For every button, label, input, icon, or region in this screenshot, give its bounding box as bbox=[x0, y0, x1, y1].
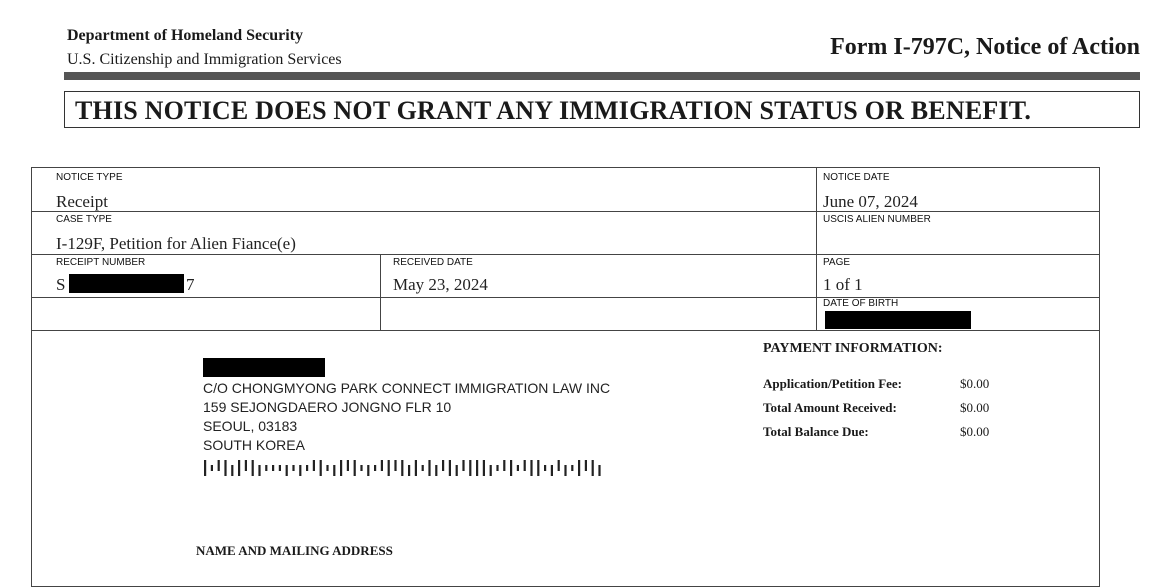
barcode-bar bbox=[252, 460, 254, 476]
barcode-bar bbox=[585, 460, 587, 471]
address-line-3: SEOUL, 03183 bbox=[203, 418, 298, 434]
receipt-number-label: RECEIPT NUMBER bbox=[56, 257, 146, 268]
barcode-bar bbox=[238, 460, 240, 476]
address-line-2: 159 SEJONGDAERO JONGNO FLR 10 bbox=[203, 399, 452, 415]
redaction-dob bbox=[825, 311, 971, 329]
barcode-bar bbox=[388, 460, 390, 476]
agency-name: Department of Homeland Security bbox=[67, 27, 303, 44]
barcode-bar bbox=[490, 465, 492, 476]
barcode-bar bbox=[360, 465, 362, 471]
address-line-4: SOUTH KOREA bbox=[203, 437, 305, 453]
barcode-bar bbox=[299, 465, 301, 476]
case-type-label: CASE TYPE bbox=[56, 214, 112, 225]
barcode-bar bbox=[530, 460, 532, 476]
column-divider bbox=[380, 254, 381, 330]
barcode-bar bbox=[537, 460, 539, 476]
barcode-bar bbox=[265, 465, 267, 471]
barcode-bar bbox=[592, 460, 594, 476]
barcode-bar bbox=[306, 465, 308, 471]
barcode-bar bbox=[598, 465, 600, 476]
notice-date-label: NOTICE DATE bbox=[823, 172, 890, 183]
barcode-bar bbox=[292, 465, 294, 471]
barcode-bar bbox=[462, 460, 464, 471]
barcode-bar bbox=[394, 460, 396, 471]
payment-heading: PAYMENT INFORMATION: bbox=[763, 341, 943, 356]
barcode-bar bbox=[231, 465, 233, 476]
barcode-bar bbox=[571, 465, 573, 471]
barcode-bar bbox=[551, 465, 553, 476]
barcode-bar bbox=[442, 460, 444, 471]
barcode-bar bbox=[456, 465, 458, 476]
payment-fee-label: Application/Petition Fee: bbox=[763, 376, 903, 391]
barcode-bar bbox=[326, 465, 328, 471]
page-value: 1 of 1 bbox=[823, 275, 863, 294]
redaction-recipient-name bbox=[203, 358, 325, 377]
barcode-bar bbox=[258, 465, 260, 476]
barcode-bar bbox=[374, 465, 376, 471]
alien-number-label: USCIS ALIEN NUMBER bbox=[823, 214, 931, 225]
postal-barcode bbox=[203, 458, 605, 478]
barcode-bar bbox=[503, 460, 505, 471]
notice-form-box bbox=[31, 167, 1100, 587]
receipt-number-suffix: 7 bbox=[186, 275, 195, 294]
barcode-bar bbox=[367, 465, 369, 476]
barcode-bar bbox=[422, 465, 424, 471]
barcode-bar bbox=[279, 465, 281, 471]
barcode-bar bbox=[524, 460, 526, 471]
barcode-bar bbox=[496, 465, 498, 471]
address-line-1: C/O CHONGMYONG PARK CONNECT IMMIGRATION LAW INC bbox=[203, 380, 611, 396]
mailing-address-heading: NAME AND MAILING ADDRESS bbox=[196, 543, 393, 558]
barcode-bar bbox=[449, 460, 451, 476]
status-banner: THIS NOTICE DOES NOT GRANT ANY IMMIGRATION STATUS OR BENEFIT. bbox=[64, 91, 1140, 128]
barcode-bar bbox=[510, 460, 512, 476]
barcode-bar bbox=[578, 460, 580, 476]
barcode-bar bbox=[245, 460, 247, 471]
notice-type-label: NOTICE TYPE bbox=[56, 172, 123, 183]
barcode-bar bbox=[469, 460, 471, 476]
page-label: PAGE bbox=[823, 257, 851, 268]
receipt-number-prefix: S bbox=[56, 275, 66, 294]
redaction-receipt-number bbox=[69, 274, 184, 293]
payment-received-value: $0.00 bbox=[960, 400, 990, 415]
barcode-bar bbox=[381, 460, 383, 471]
barcode-bar bbox=[408, 465, 410, 476]
barcode-bar bbox=[204, 460, 206, 476]
row-divider bbox=[32, 254, 1099, 255]
barcode-bar bbox=[558, 460, 560, 471]
received-date-value: May 23, 2024 bbox=[393, 275, 488, 294]
barcode-bar bbox=[211, 465, 213, 471]
row-divider bbox=[32, 330, 1099, 331]
row-divider bbox=[32, 297, 1099, 298]
form-title: Form I-797C, Notice of Action bbox=[830, 34, 1140, 60]
barcode-bar bbox=[401, 460, 403, 476]
header-divider bbox=[64, 72, 1140, 80]
barcode-bar bbox=[415, 460, 417, 476]
barcode-bar bbox=[354, 460, 356, 476]
received-date-label: RECEIVED DATE bbox=[393, 257, 473, 268]
row-divider bbox=[32, 211, 1099, 212]
barcode-bar bbox=[483, 460, 485, 476]
case-type-value: I-129F, Petition for Alien Fiance(e) bbox=[56, 234, 296, 253]
column-divider bbox=[816, 168, 817, 330]
barcode-bar bbox=[347, 460, 349, 471]
barcode-bar bbox=[435, 465, 437, 476]
notice-type-value: Receipt bbox=[56, 192, 108, 211]
barcode-bar bbox=[333, 465, 335, 476]
barcode-bar bbox=[517, 465, 519, 471]
barcode-bar bbox=[428, 460, 430, 476]
barcode-bar bbox=[286, 465, 288, 476]
dob-label: DATE OF BIRTH bbox=[823, 298, 899, 309]
barcode-bar bbox=[544, 465, 546, 471]
barcode-bar bbox=[218, 460, 220, 471]
barcode-bar bbox=[320, 460, 322, 476]
payment-balance-label: Total Balance Due: bbox=[763, 424, 869, 439]
barcode-bar bbox=[272, 465, 274, 471]
payment-fee-value: $0.00 bbox=[960, 376, 990, 391]
barcode-bar bbox=[564, 465, 566, 476]
barcode-bar bbox=[224, 460, 226, 476]
payment-balance-value: $0.00 bbox=[960, 424, 990, 439]
payment-received-label: Total Amount Received: bbox=[763, 400, 897, 415]
barcode-bar bbox=[313, 460, 315, 471]
barcode-bar bbox=[340, 460, 342, 476]
barcode-bar bbox=[476, 460, 478, 476]
agency-subname: U.S. Citizenship and Immigration Services bbox=[67, 51, 342, 68]
notice-date-value: June 07, 2024 bbox=[823, 192, 918, 211]
